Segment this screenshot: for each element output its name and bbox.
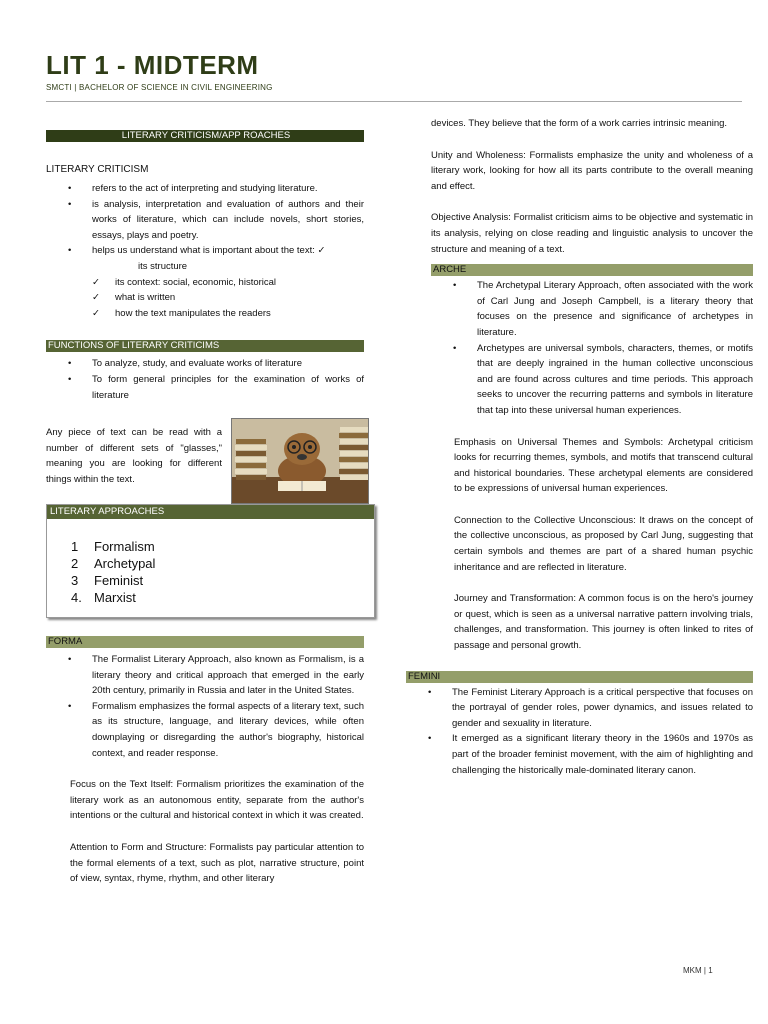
list-item: • To form general principles for the examination of works of literature: [46, 372, 364, 403]
criticism-heading: LITERARY CRITICISM: [46, 164, 149, 175]
section-bar-femini: FEMINI: [406, 671, 753, 683]
arche-list: [431, 278, 753, 418]
list-item: • The Archetypal Literary Approach, often associated with the work of Carl Jung and Joseph Campbell, is a literary theory that focuses on the presence and significance of archetypes in literature.: [431, 278, 753, 340]
left-column: [46, 130, 364, 885]
list-item: • The Formalist Literary Approach, also known as Formalism, is a literary theory and critical approach that emerged in the early 20th century, primarily in Russia and later in the United States.: [46, 652, 364, 699]
forma-paragraph-attention: Attention to Form and Structure: Formalists pay particular attention to the formal elements of a text, such as plot, narrative structure, point of view, syntax, rhyme, rhythm, and other literary: [70, 841, 364, 885]
connection-paragraph: Connection to the Collective Unconscious: It draws on the concept of the collective unconscious, as proposed by Carl Jung, suggesting that certain symbols and themes are part of a shared human psychic inheritance and are reflected in literature.: [454, 514, 753, 573]
section-bar-literary-approaches: LITERARY APPROACHES: [47, 505, 374, 519]
list-item: • It emerged as a significant literary theory in the 1960s and 1970s as part of the broader feminist movement, with the aim of highlighting and challenging the historically male-dominated literary canon.: [406, 731, 753, 778]
journey-paragraph: Journey and Transformation: A common focus is on the hero's journey or quest, which is seen as a universal narrative pattern involving trials, challenges, and transformation. This journey is often linked to rites of passage and personal growth.: [454, 593, 753, 652]
list-item: • refers to the act of interpreting and studying literature.: [46, 181, 364, 197]
approach-item: 2 Archetypal: [71, 556, 156, 571]
right-column: [406, 116, 753, 778]
check-list: [92, 275, 364, 322]
list-item: • Archetypes are universal symbols, characters, themes, or motifs that are deeply ingrained in the human collective unconscious and are found across cultures and time periods. This approach seeks to uncover the recurring patterns and symbols in literature that tap into these universal human experiences.: [431, 341, 753, 419]
page-subtitle: SMCTI | BACHELOR OF SCIENCE IN CIVIL ENGINEERING: [46, 83, 273, 92]
functions-list: [46, 356, 364, 403]
list-item: • is analysis, interpretation and evaluation of authors and their works of literature, which can include novels, short stories, essays, plays and poetry.: [46, 197, 364, 244]
approach-item: 3 Feminist: [71, 573, 144, 588]
dog-with-books-image: [231, 418, 369, 504]
section-bar-functions: FUNCTIONS OF LITERARY CRITICIMS: [46, 340, 364, 352]
forma-paragraph-focus: Focus on the Text Itself: Formalism prioritizes the examination of the literary work as an autonomous entity, separate from the author's intentions or the cultural and historical context in which it was created.: [70, 779, 364, 822]
unity-paragraph: Unity and Wholeness: Formalists emphasize the unity and wholeness of a literary work, looking for how all its parts contribute to the overall meaning and effect.: [431, 149, 753, 192]
approach-item: 1 Formalism: [71, 539, 155, 554]
literary-approaches-box: [46, 504, 375, 618]
dog-with-books-illustration: [232, 419, 369, 504]
check-item: ✓ its context: social, economic, historical: [92, 275, 364, 291]
glasses-text: Any piece of text can be read with a number of different sets of "glasses," meaning you are looking for different things within the text.: [46, 427, 222, 485]
emphasis-paragraph: Emphasis on Universal Themes and Symbols: Archetypal criticism looks for recurring themes, symbols, and motifs that transcend cultural and historical boundaries. These archetypal elements are considered to be expressions of universal human experiences.: [454, 436, 753, 495]
list-item: • Formalism emphasizes the formal aspects of a literary text, such as its structure, language, and literary devices, while often downplaying or disregarding the author's biography, historical context, and reader response.: [46, 699, 364, 761]
header-divider: [46, 101, 742, 102]
forma-continued-paragraph: devices. They believe that the form of a work carries intrinsic meaning.: [431, 118, 728, 129]
check-item: ✓ what is written: [92, 290, 364, 306]
femini-list: [406, 685, 753, 779]
check-item: ✓ how the text manipulates the readers: [92, 306, 364, 322]
list-item: • To analyze, study, and evaluate works of literature: [46, 356, 364, 372]
formalism-section: [46, 636, 364, 887]
approach-item: 4. Marxist: [71, 590, 136, 605]
approaches-list: [71, 538, 374, 606]
criticism-list: [46, 181, 364, 259]
list-item: • The Feminist Literary Approach is a critical perspective that focuses on the portrayal of gender roles, power dynamics, and issues related to gender and sexuality in literature.: [406, 685, 753, 732]
list-item: • helps us understand what is important about the text: ✓: [46, 243, 364, 259]
page-title: LIT 1 - MIDTERM: [46, 50, 259, 80]
section-bar-criticism-approaches: LITERARY CRITICISM/APP ROACHES: [46, 130, 364, 142]
objective-paragraph: Objective Analysis: Formalist criticism aims to be objective and systematic in its analysis, relying on close reading and linguistic analysis to uncover the structure and meaning of a text.: [431, 212, 753, 255]
section-bar-arche: ARCHE: [431, 264, 753, 276]
forma-list: [46, 652, 364, 761]
section-bar-forma: FORMA: [46, 636, 364, 648]
page-footer: MKM | 1: [683, 966, 713, 975]
structure-line: its structure: [138, 260, 188, 272]
